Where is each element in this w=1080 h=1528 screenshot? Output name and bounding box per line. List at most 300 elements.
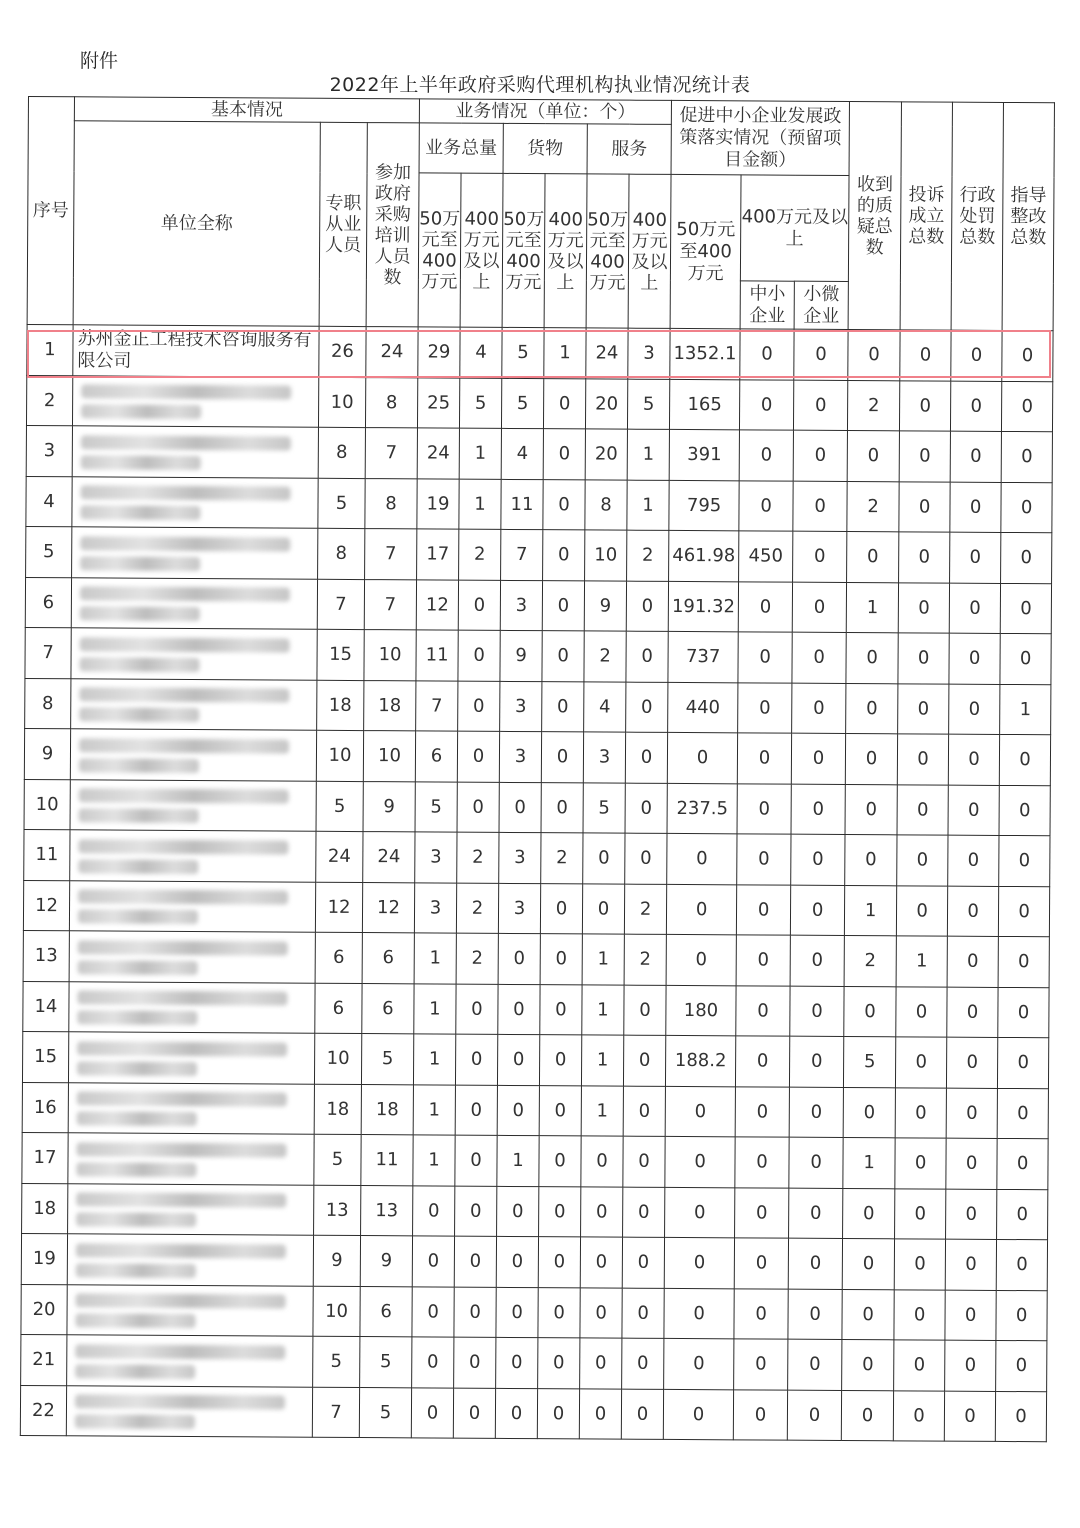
value-cell: 0 xyxy=(999,835,1050,886)
value-cell: 1 xyxy=(497,1135,539,1186)
value-cell: 0 xyxy=(626,581,668,632)
value-cell: 795 xyxy=(669,480,739,531)
value-cell: 0 xyxy=(738,682,792,733)
value-cell: 0 xyxy=(947,987,998,1038)
value-cell: 0 xyxy=(793,430,847,481)
redacted-name xyxy=(80,587,290,602)
value-cell: 0 xyxy=(579,1388,621,1439)
value-cell: 0 xyxy=(899,532,950,583)
value-cell: 0 xyxy=(626,682,668,733)
table-row xyxy=(26,476,1052,533)
redacted-name xyxy=(77,1041,287,1056)
value-cell: 0 xyxy=(734,1288,788,1339)
value-cell: 5 xyxy=(314,1134,361,1185)
value-cell: 5 xyxy=(316,781,363,832)
value-cell: 0 xyxy=(794,380,848,431)
value-cell: 0 xyxy=(666,934,736,985)
value-cell: 5 xyxy=(583,782,625,833)
table-row xyxy=(21,1233,1047,1290)
value-cell: 7 xyxy=(416,680,458,731)
row-seq: 8 xyxy=(25,678,71,729)
value-cell: 3 xyxy=(415,832,457,883)
value-cell: 10 xyxy=(363,731,415,782)
value-cell: 0 xyxy=(625,783,667,834)
value-cell: 0 xyxy=(543,479,585,530)
redacted-name xyxy=(76,1294,286,1309)
value-cell: 1 xyxy=(413,1034,455,1085)
table-row xyxy=(23,930,1049,987)
value-cell: 0 xyxy=(996,1290,1047,1341)
value-cell: 0 xyxy=(846,633,898,684)
value-cell: 0 xyxy=(945,1340,996,1391)
value-cell: 4 xyxy=(460,327,502,378)
value-cell: 0 xyxy=(738,581,792,632)
redacted-name xyxy=(81,405,201,420)
unit-name-cell xyxy=(67,1335,313,1387)
value-cell: 0 xyxy=(788,1339,842,1390)
value-cell: 1 xyxy=(414,933,456,984)
col-sme-50-400: 50万元至400万元 xyxy=(670,174,741,328)
redacted-name xyxy=(76,1193,286,1208)
value-cell: 10 xyxy=(313,1286,360,1337)
value-cell: 0 xyxy=(621,1389,663,1440)
value-cell: 7 xyxy=(365,529,417,580)
value-cell: 0 xyxy=(541,782,583,833)
value-cell: 0 xyxy=(946,1138,997,1189)
value-cell: 1 xyxy=(844,885,896,936)
value-cell: 0 xyxy=(790,935,844,986)
value-cell: 461.98 xyxy=(669,530,739,581)
value-cell: 0 xyxy=(540,984,582,1035)
table-row xyxy=(26,425,1052,482)
value-cell: 0 xyxy=(894,1239,945,1290)
value-cell: 2 xyxy=(848,380,900,431)
redacted-name xyxy=(78,839,288,854)
row-seq: 13 xyxy=(23,930,69,981)
value-cell: 1 xyxy=(413,1084,455,1135)
value-cell: 0 xyxy=(412,1337,454,1388)
value-cell: 10 xyxy=(585,530,627,581)
value-cell: 24 xyxy=(417,428,459,479)
value-cell: 0 xyxy=(580,1237,622,1288)
row-seq: 10 xyxy=(24,779,70,830)
value-cell: 1 xyxy=(627,429,669,480)
value-cell: 0 xyxy=(740,379,794,430)
col-service: 服务 xyxy=(587,124,671,175)
redacted-name xyxy=(77,1061,197,1076)
value-cell: 0 xyxy=(792,582,846,633)
value-cell: 0 xyxy=(842,1238,894,1289)
value-cell: 0 xyxy=(736,884,790,935)
value-cell: 0 xyxy=(458,580,500,631)
value-cell: 5 xyxy=(501,378,543,429)
value-cell: 0 xyxy=(738,632,792,683)
value-cell: 0 xyxy=(624,985,666,1036)
col-goods-50-400: 50万元至400万元 xyxy=(502,173,545,327)
value-cell: 0 xyxy=(792,632,846,683)
unit-name-cell: 苏州金正工程技术咨询服务有限公司 xyxy=(73,325,319,377)
value-cell: 5 xyxy=(415,781,457,832)
col-complaints: 投诉成立总数 xyxy=(900,102,952,330)
value-cell: 0 xyxy=(900,330,951,381)
value-cell: 0 xyxy=(842,1289,894,1340)
value-cell: 0 xyxy=(735,1137,789,1188)
redacted-name xyxy=(80,536,290,551)
value-cell: 0 xyxy=(900,380,951,431)
value-cell: 0 xyxy=(947,1037,998,1088)
unit-name-cell xyxy=(68,1032,314,1084)
redacted-name xyxy=(78,940,288,955)
unit-name-cell xyxy=(69,981,315,1033)
value-cell: 0 xyxy=(543,530,585,581)
value-cell: 0 xyxy=(539,1186,581,1237)
redacted-name xyxy=(76,1213,196,1228)
value-cell: 0 xyxy=(948,785,999,836)
table-row xyxy=(22,1132,1048,1189)
value-cell: 5 xyxy=(360,1337,412,1388)
value-cell: 0 xyxy=(455,1034,497,1085)
value-cell: 0 xyxy=(454,1337,496,1388)
value-cell: 0 xyxy=(787,1390,841,1441)
redacted-name xyxy=(76,1162,196,1177)
value-cell: 0 xyxy=(457,731,499,782)
value-cell: 0 xyxy=(543,378,585,429)
redacted-name xyxy=(79,758,199,773)
value-cell: 0 xyxy=(539,1035,581,1086)
col-business: 业务情况（单位：个） xyxy=(419,99,671,125)
unit-name-cell xyxy=(70,830,316,882)
value-cell: 24 xyxy=(366,327,418,378)
row-seq: 2 xyxy=(26,375,72,426)
value-cell: 0 xyxy=(789,1137,843,1188)
col-service-400-plus: 400万元及以上 xyxy=(628,174,671,328)
value-cell: 9 xyxy=(363,781,415,832)
value-cell: 0 xyxy=(1001,532,1052,583)
redacted-name xyxy=(79,708,199,723)
value-cell: 1 xyxy=(843,1137,895,1188)
row-seq: 15 xyxy=(22,1031,68,1082)
value-cell: 3 xyxy=(500,681,542,732)
value-cell: 0 xyxy=(848,330,900,381)
value-cell: 0 xyxy=(497,1085,539,1136)
value-cell: 3 xyxy=(414,882,456,933)
value-cell: 0 xyxy=(1001,431,1052,482)
value-cell: 0 xyxy=(951,381,1002,432)
value-cell: 0 xyxy=(899,481,950,532)
value-cell: 0 xyxy=(540,934,582,985)
row-seq: 9 xyxy=(24,728,70,779)
value-cell: 0 xyxy=(667,732,737,783)
value-cell: 0 xyxy=(667,833,737,884)
value-cell: 7 xyxy=(364,579,416,630)
value-cell: 0 xyxy=(946,1189,997,1240)
value-cell: 0 xyxy=(896,986,947,1037)
unit-name-cell xyxy=(67,1234,313,1286)
value-cell: 2 xyxy=(456,883,498,934)
value-cell: 0 xyxy=(497,1186,539,1237)
value-cell: 0 xyxy=(455,1186,497,1237)
redacted-name xyxy=(77,991,287,1006)
value-cell: 1 xyxy=(1000,684,1051,735)
value-cell: 0 xyxy=(737,834,791,885)
value-cell: 3 xyxy=(499,832,541,883)
row-seq: 19 xyxy=(21,1233,67,1284)
value-cell: 11 xyxy=(361,1135,413,1186)
redacted-name xyxy=(75,1415,195,1430)
value-cell: 0 xyxy=(623,1136,665,1187)
col-seq: 序号 xyxy=(27,97,74,325)
col-total-50-400: 50万元至400万元 xyxy=(418,173,461,327)
value-cell: 8 xyxy=(365,377,417,428)
value-cell: 0 xyxy=(740,329,794,380)
value-cell: 0 xyxy=(893,1390,944,1441)
table-row xyxy=(24,728,1050,785)
value-cell: 0 xyxy=(944,1391,995,1442)
value-cell: 0 xyxy=(412,1236,454,1287)
row-seq: 1 xyxy=(27,324,73,375)
value-cell: 0 xyxy=(537,1388,579,1439)
value-cell: 0 xyxy=(495,1388,537,1439)
value-cell: 0 xyxy=(949,684,1000,735)
row-seq: 18 xyxy=(22,1183,68,1234)
value-cell: 0 xyxy=(541,732,583,783)
value-cell: 2 xyxy=(584,631,626,682)
unit-name-cell xyxy=(72,426,318,478)
value-cell: 20 xyxy=(585,378,627,429)
value-cell: 3 xyxy=(498,883,540,934)
value-cell: 1352.1 xyxy=(670,328,740,379)
col-staff: 专职从业人员 xyxy=(319,122,367,326)
value-cell: 0 xyxy=(580,1338,622,1389)
value-cell: 0 xyxy=(949,583,1000,634)
unit-name-cell xyxy=(71,678,317,730)
value-cell: 0 xyxy=(951,330,1002,381)
value-cell: 0 xyxy=(498,984,540,1035)
value-cell: 0 xyxy=(995,1391,1046,1442)
value-cell: 8 xyxy=(318,528,365,579)
value-cell: 1 xyxy=(413,1135,455,1186)
value-cell: 0 xyxy=(948,835,999,886)
value-cell: 0 xyxy=(997,1138,1048,1189)
value-cell: 10 xyxy=(314,1033,361,1084)
redacted-name xyxy=(79,789,289,804)
col-sme: 促进中小企业发展政策落实情况（预留项目金额） xyxy=(671,100,849,175)
value-cell: 6 xyxy=(415,731,457,782)
value-cell: 0 xyxy=(894,1340,945,1391)
value-cell: 0 xyxy=(788,1238,842,1289)
redacted-name xyxy=(80,556,200,571)
unit-name-cell xyxy=(71,628,317,680)
table-row xyxy=(27,324,1053,381)
row-seq: 22 xyxy=(20,1385,66,1436)
value-cell: 3 xyxy=(583,732,625,783)
value-cell: 0 xyxy=(581,1186,623,1237)
value-cell: 10 xyxy=(364,630,416,681)
redacted-name xyxy=(80,637,290,652)
value-cell: 18 xyxy=(364,680,416,731)
value-cell: 0 xyxy=(538,1237,580,1288)
value-cell: 0 xyxy=(948,734,999,785)
redacted-name xyxy=(79,688,289,703)
value-cell: 2 xyxy=(847,481,899,532)
value-cell: 0 xyxy=(950,532,1001,583)
redacted-name xyxy=(79,809,199,824)
value-cell: 0 xyxy=(895,1087,946,1138)
value-cell: 2 xyxy=(627,530,669,581)
value-cell: 0 xyxy=(413,1185,455,1236)
row-seq: 14 xyxy=(23,981,69,1032)
value-cell: 0 xyxy=(539,1085,581,1136)
value-cell: 0 xyxy=(846,683,898,734)
value-cell: 0 xyxy=(896,885,947,936)
value-cell: 18 xyxy=(317,680,364,731)
redacted-name xyxy=(79,738,289,753)
value-cell: 1 xyxy=(544,328,586,379)
value-cell: 2 xyxy=(844,936,896,987)
table-row xyxy=(21,1284,1047,1341)
value-cell: 1 xyxy=(414,983,456,1034)
value-cell: 0 xyxy=(897,784,948,835)
value-cell: 0 xyxy=(790,885,844,936)
value-cell: 0 xyxy=(950,431,1001,482)
row-seq: 6 xyxy=(25,577,71,628)
value-cell: 0 xyxy=(542,681,584,732)
value-cell: 0 xyxy=(998,936,1049,987)
value-cell: 0 xyxy=(898,683,949,734)
value-cell: 5 xyxy=(361,1034,413,1085)
value-cell: 5 xyxy=(359,1387,411,1438)
value-cell: 10 xyxy=(316,730,363,781)
unit-name-cell xyxy=(70,779,316,831)
value-cell: 1 xyxy=(582,934,624,985)
value-cell: 0 xyxy=(665,1086,735,1137)
redacted-name xyxy=(77,1112,197,1127)
row-seq: 7 xyxy=(25,627,71,678)
value-cell: 0 xyxy=(538,1338,580,1389)
redacted-name xyxy=(77,1011,197,1026)
value-cell: 8 xyxy=(585,479,627,530)
value-cell: 8 xyxy=(365,478,417,529)
value-cell: 0 xyxy=(793,531,847,582)
value-cell: 0 xyxy=(793,481,847,532)
value-cell: 0 xyxy=(946,1088,997,1139)
unit-name-cell xyxy=(66,1385,312,1437)
value-cell: 0 xyxy=(666,884,736,935)
value-cell: 12 xyxy=(416,579,458,630)
table-row xyxy=(24,779,1050,836)
row-seq: 21 xyxy=(21,1334,67,1385)
table-row xyxy=(21,1334,1047,1391)
value-cell: 0 xyxy=(498,933,540,984)
value-cell: 0 xyxy=(842,1339,894,1390)
value-cell: 0 xyxy=(897,835,948,886)
col-sme-small: 中小企业 xyxy=(740,281,794,329)
statistics-table xyxy=(20,96,1055,1442)
value-cell: 0 xyxy=(791,834,845,885)
value-cell: 4 xyxy=(501,428,543,479)
value-cell: 9 xyxy=(360,1236,412,1287)
value-cell: 0 xyxy=(453,1388,495,1439)
value-cell: 0 xyxy=(999,734,1050,785)
value-cell: 1 xyxy=(627,480,669,531)
value-cell: 0 xyxy=(947,886,998,937)
value-cell: 8 xyxy=(318,427,365,478)
value-cell: 0 xyxy=(538,1287,580,1338)
value-cell: 24 xyxy=(363,832,415,883)
redacted-name xyxy=(75,1344,285,1359)
value-cell: 9 xyxy=(500,630,542,681)
value-cell: 29 xyxy=(418,327,460,378)
col-sme-400-plus: 400万元及以上 xyxy=(740,175,849,282)
table-row xyxy=(26,375,1052,432)
value-cell: 0 xyxy=(412,1286,454,1337)
value-cell: 0 xyxy=(998,987,1049,1038)
value-cell: 0 xyxy=(454,1287,496,1338)
value-cell: 0 xyxy=(623,1035,665,1086)
value-cell: 6 xyxy=(362,983,414,1034)
value-cell: 3 xyxy=(500,580,542,631)
value-cell: 0 xyxy=(622,1237,664,1288)
table-row xyxy=(25,627,1051,684)
value-cell: 0 xyxy=(496,1337,538,1388)
value-cell: 0 xyxy=(894,1289,945,1340)
redacted-name xyxy=(81,435,291,450)
value-cell: 0 xyxy=(457,782,499,833)
value-cell: 0 xyxy=(1002,381,1053,432)
value-cell: 0 xyxy=(791,733,845,784)
value-cell: 0 xyxy=(898,633,949,684)
value-cell: 0 xyxy=(664,1288,734,1339)
col-goods: 货物 xyxy=(503,123,587,174)
table-row xyxy=(22,1183,1048,1240)
value-cell: 13 xyxy=(361,1185,413,1236)
value-cell: 17 xyxy=(417,529,459,580)
table-title: 2022年上半年政府采购代理机构执业情况统计表 xyxy=(329,74,751,96)
value-cell: 0 xyxy=(945,1239,996,1290)
col-penalties: 行政处罚总数 xyxy=(951,102,1003,330)
value-cell: 0 xyxy=(622,1338,664,1389)
value-cell: 0 xyxy=(580,1287,622,1338)
unit-name-cell xyxy=(67,1284,313,1336)
value-cell: 0 xyxy=(997,1088,1048,1139)
col-total-400-plus: 400万元及以上 xyxy=(460,173,503,327)
value-cell: 5 xyxy=(844,1037,896,1088)
redacted-name xyxy=(75,1364,195,1379)
value-cell: 0 xyxy=(625,732,667,783)
value-cell: 6 xyxy=(315,983,362,1034)
value-cell: 9 xyxy=(313,1235,360,1286)
col-trained: 参加政府采购培训人员数 xyxy=(366,123,419,327)
redacted-name xyxy=(75,1395,285,1410)
table-row xyxy=(25,577,1051,634)
value-cell: 0 xyxy=(581,1136,623,1187)
redacted-name xyxy=(78,890,288,905)
row-seq: 16 xyxy=(22,1082,68,1133)
value-cell: 0 xyxy=(663,1389,733,1440)
value-cell: 0 xyxy=(897,734,948,785)
unit-name-cell xyxy=(70,729,316,781)
redacted-name xyxy=(76,1263,196,1278)
value-cell: 0 xyxy=(845,835,897,886)
value-cell: 0 xyxy=(996,1239,1047,1290)
value-cell: 11 xyxy=(501,479,543,530)
value-cell: 0 xyxy=(1001,482,1052,533)
value-cell: 440 xyxy=(668,682,738,733)
value-cell: 0 xyxy=(790,1036,844,1087)
value-cell: 0 xyxy=(665,1136,735,1187)
value-cell: 19 xyxy=(417,478,459,529)
redacted-name xyxy=(77,1092,287,1107)
